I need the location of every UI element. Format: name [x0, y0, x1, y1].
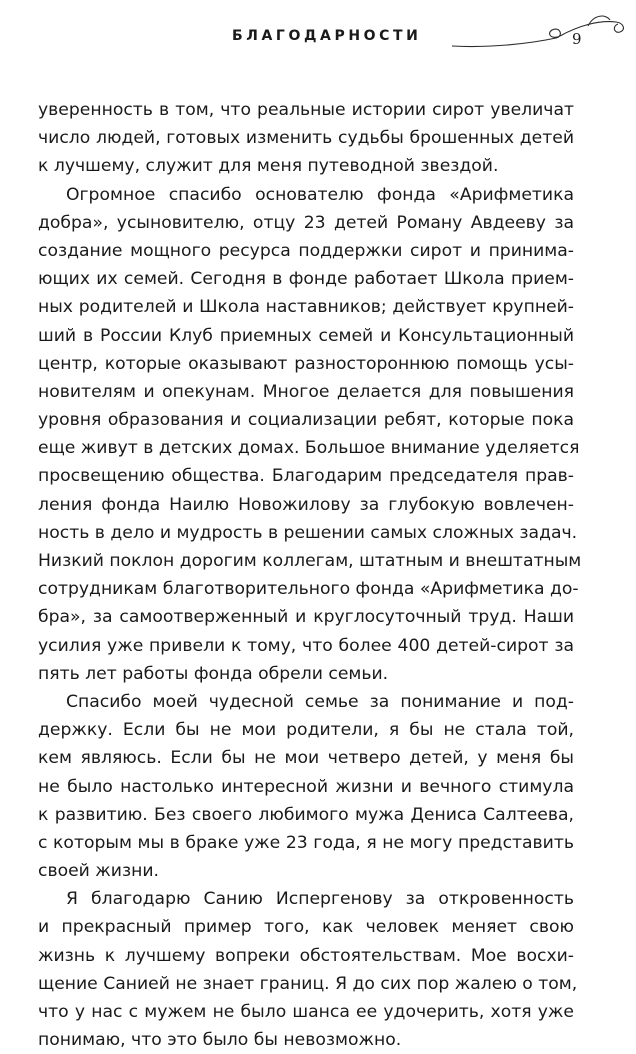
text-line: ющих их семей. Сегодня в фонде работает Школа прием-	[38, 269, 574, 290]
text-line: понимаю, что это было бы невозможно.	[38, 1030, 402, 1051]
text-line: новителям и опекунам. Многое делается для повышения	[38, 381, 574, 402]
text-line: Я благодарю Санию Испергенову за откровенность	[66, 889, 574, 910]
text-line: Огромное спасибо основателю фонда «Арифметика	[66, 184, 574, 205]
text-line: уровня образования и социализации ребят, которые пока	[38, 410, 574, 431]
text-line: центр, которые оказывают разностороннюю помощь усы-	[38, 353, 574, 374]
flourish-ornament	[448, 8, 628, 54]
text-line: кем являюсь. Если бы не мои четверо детей, у меня бы	[38, 748, 574, 769]
text-line: ления фонда Наилю Новожилову за глубокую вовлечен-	[38, 494, 574, 515]
text-line: жизнь к лучшему вопреки обстоятельствам. Мое восхи-	[38, 945, 574, 966]
text-line: уверенность в том, что реальные истории сирот увеличат	[38, 100, 574, 120]
paragraph	[38, 688, 574, 885]
text-line: усилия уже привели к тому, что более 400 детей-сирот за	[38, 635, 574, 656]
text-line: с которым мы в браке уже 23 года, я не могу представить	[38, 832, 574, 853]
text-line: ность в дело и мудрость в решении самых сложных задач.	[38, 522, 578, 543]
text-line: держку. Если бы не мои родители, я бы не стала той,	[38, 720, 574, 741]
text-line: своей жизни.	[38, 861, 159, 882]
paragraph	[38, 96, 574, 181]
text-line: щение Санией не знает границ. Я до сих пор жалею о том,	[38, 973, 578, 994]
text-line: просвещению общества. Благодарим председателя прав-	[38, 466, 574, 487]
paragraph	[38, 885, 578, 1054]
running-head-title: БЛАГОДАРНОСТИ	[232, 28, 422, 44]
text-line: сотрудникам благотворительного фонда «Арифметика до-	[38, 579, 579, 600]
text-line: еще живут в детских домах. Большое внимание уделяется	[38, 438, 580, 459]
text-line: ший в России Клуб приемных семей и Консультационный	[38, 325, 574, 346]
text-line: Спасибо моей чудесной семье за понимание и под-	[66, 691, 574, 712]
text-line: к развитию. Без своего любимого мужа Дениса Салтеева,	[38, 804, 574, 825]
text-line: ных родителей и Школа наставников; действует крупней-	[38, 297, 574, 318]
text-line: Низкий поклон дорогим коллегам, штатным и внештатным	[38, 551, 582, 571]
body-text	[38, 96, 582, 1054]
text-line: число людей, готовых изменить судьбы брошенных детей	[38, 128, 574, 149]
text-line: к лучшему, служит для меня путеводной звездой.	[38, 156, 499, 177]
text-line: что у нас с мужем не было шанса ее удочерить, хотя уже	[38, 1002, 574, 1022]
text-line: бра», за самоотверженный и круглосуточный труд. Наши	[38, 607, 574, 628]
text-line: не было настолько интересной жизни и вечного стимула	[38, 776, 574, 797]
text-line: создание мощного ресурса поддержки сирот и принима-	[38, 240, 574, 261]
text-line: и прекрасный пример того, как человек меняет свою	[38, 917, 574, 938]
text-line: пять лет работы фонда обрели семьи.	[38, 663, 389, 684]
page-number: 9	[572, 30, 582, 48]
text-line: добра», усыновителю, отцу 23 детей Роману Авдееву за	[38, 212, 574, 233]
paragraph	[38, 181, 582, 688]
